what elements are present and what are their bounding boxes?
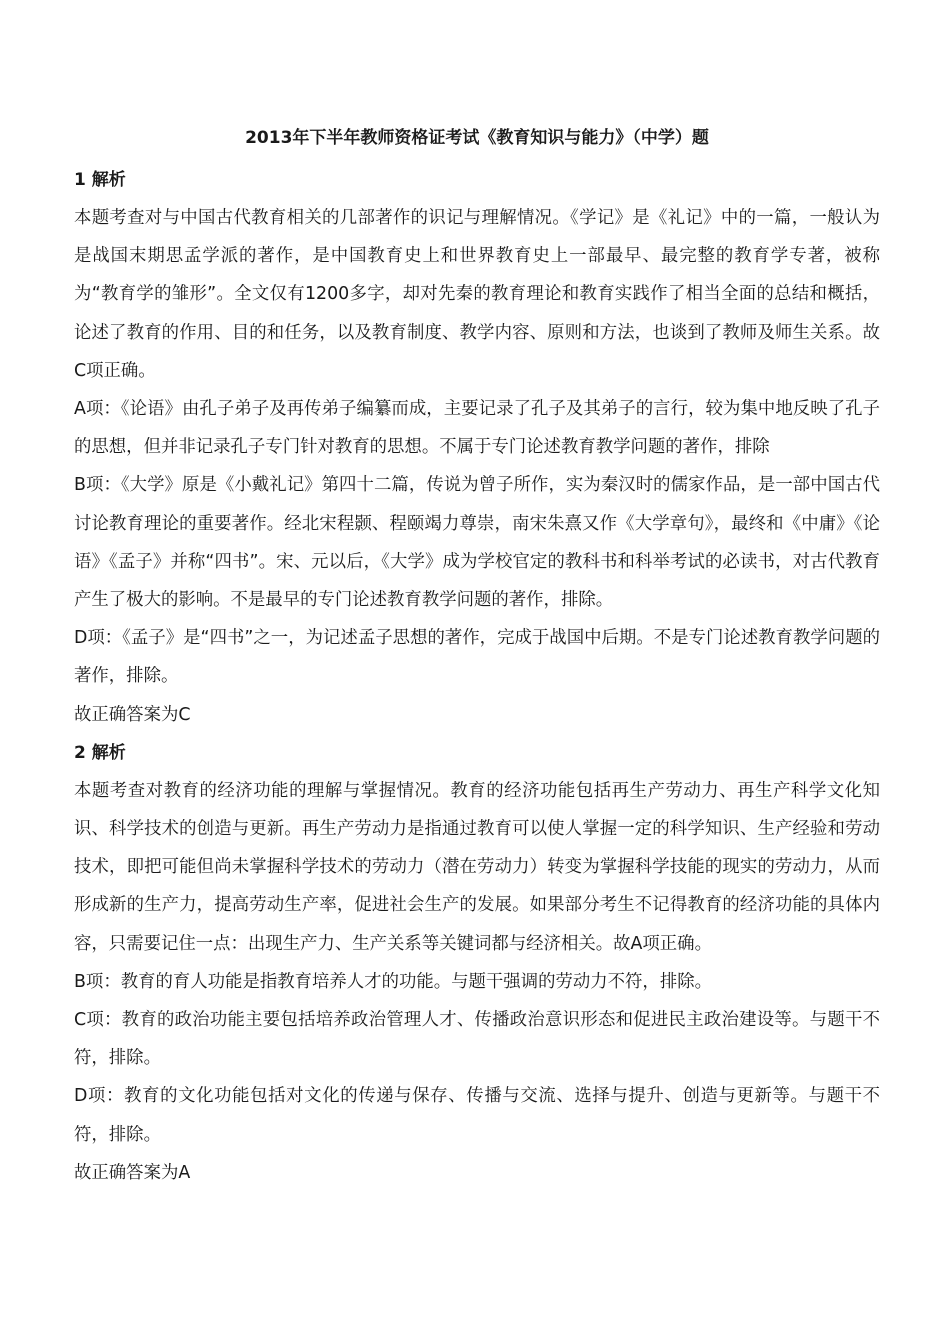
question-1-heading: 1 解析 bbox=[74, 170, 126, 190]
question-1-option-d: D项：《孟子》是“四书”之一，为记述孟子思想的著作，完成于战国中后期。不是专门论述教育教学问题的著作，排除。 bbox=[74, 628, 880, 687]
document-page bbox=[74, 123, 880, 1192]
question-2-option-d: D项：教育的文化功能包括对文化的传递与保存、传播与交流、选择与提升、创造与更新等。与题干不符，排除。 bbox=[74, 1086, 880, 1145]
question-1-analysis bbox=[74, 161, 880, 734]
question-1-intro: 本题考查对与中国古代教育相关的几部著作的识记与理解情况。《学记》是《礼记》中的一篇，一般认为是战国末期思孟学派的著作，是中国教育史上和世界教育史上一部最早、最完整的教育学专著，被称为“教育学的雏形”。全文仅有1200多字，却对先秦的教育理论和教育实践作了相当全面的总结和概括，论述了教育的作用、目的和任务，以及教育制度、教学内容、原则和方法，也谈到了教师及师生关系。故C项正确。 bbox=[74, 208, 880, 381]
question-2-option-c: C项：教育的政治功能主要包括培养政治管理人才、传播政治意识形态和促进民主政治建设等。与题干不符，排除。 bbox=[74, 1010, 880, 1069]
question-1-option-b: B项：《大学》原是《小戴礼记》第四十二篇，传说为曾子所作，实为秦汉时的儒家作品，是一部中国古代讨论教育理论的重要著作。经北宋程颢、程颐竭力尊崇，南宋朱熹又作《大学章句》，最终和《中庸》《论语》《孟子》并称“四书”。宋、元以后，《大学》成为学校官定的教科书和科举考试的必读书，对古代教育产生了极大的影响。不是最早的专门论述教育教学问题的著作，排除。 bbox=[74, 475, 880, 611]
question-2-intro: 本题考查对教育的经济功能的理解与掌握情况。教育的经济功能包括再生产劳动力、再生产科学文化知识、科学技术的创造与更新。再生产劳动力是指通过教育可以使人掌握一定的科学知识、生产经验和劳动技术，即把可能但尚未掌握科学技术的劳动力（潜在劳动力）转变为掌握科学技能的现实的劳动力，从而形成新的生产力，提高劳动生产率，促进社会生产的发展。如果部分考生不记得教育的经济功能的具体内容，只需要记住一点：出现生产力、生产关系等关键词都与经济相关。故A项正确。 bbox=[74, 780, 880, 954]
question-2-analysis bbox=[74, 734, 880, 1192]
document-title: 2013年下半年教师资格证考试《教育知识与能力》（中学）题 bbox=[245, 128, 709, 148]
question-1-option-a: A项：《论语》由孔子弟子及再传弟子编纂而成，主要记录了孔子及其弟子的言行，较为集中地反映了孔子的思想，但并非记录孔子专门针对教育的思想。不属于专门论述教育教学问题的著作，排除 bbox=[74, 399, 880, 458]
question-1-answer: 故正确答案为C bbox=[74, 704, 191, 725]
question-2-answer: 故正确答案为A bbox=[74, 1162, 191, 1183]
question-2-heading: 2 解析 bbox=[74, 742, 126, 763]
question-2-option-b: B项：教育的育人功能是指教育培养人才的功能。与题干强调的劳动力不符，排除。 bbox=[74, 971, 712, 992]
